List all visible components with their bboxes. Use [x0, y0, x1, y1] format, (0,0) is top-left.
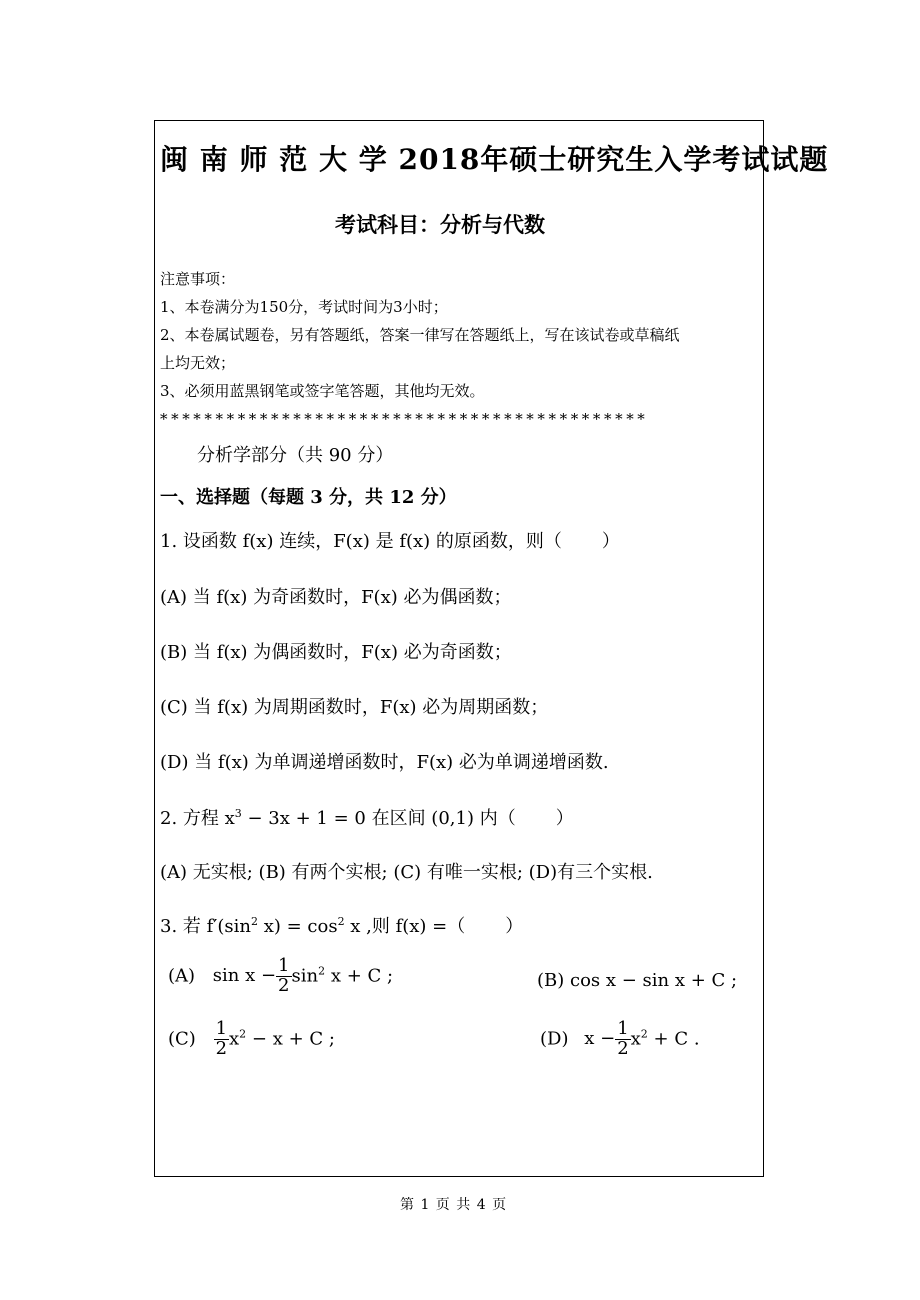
question-1-close: ）	[601, 531, 620, 552]
question-1-stem	[160, 527, 620, 553]
exam-subject: 考试科目：分析与代数	[335, 212, 545, 237]
question-3-exponent-2: 2	[337, 915, 345, 928]
question-1-option-d: (D) 当 f(x) 为单调递增函数时，F(x) 必为单调递增函数.	[160, 752, 609, 773]
option-c-expr-end: − x + C ;	[246, 1028, 335, 1050]
note-item-2-line-1: 2、本卷属试题卷，另有答题纸，答案一律写在答题纸上，写在该试卷或草稿纸	[160, 326, 680, 344]
separator-line: ********************************************	[160, 410, 649, 428]
fraction-one-half: $\frac{1}{2}$	[278, 955, 290, 996]
question-2-prefix: 2. 方程 x	[160, 808, 235, 829]
option-a-sin: sin	[291, 965, 319, 987]
note-item-2-line-2: 上均无效；	[160, 354, 236, 372]
question-1-option-c: (C) 当 f(x) 为周期函数时，F(x) 必为周期函数；	[160, 697, 549, 718]
question-3-suffix: x ,则 f(x) =（	[344, 916, 466, 937]
question-3-option-d: (D) x − $\frac{1}{2}$ $x^2 + C$ .	[540, 1018, 700, 1059]
question-3-mid: x) = cos	[257, 916, 338, 937]
question-2-close: ）	[555, 808, 574, 829]
option-a-expr-start: sin x −	[212, 965, 277, 987]
page-footer: 第 1 页 共 4 页	[400, 1197, 508, 1213]
question-3-option-c: (C) $\frac{1}{2}$ $x^2 - x + C$ ;	[168, 1018, 335, 1059]
question-2-stem	[160, 804, 574, 830]
question-1-text: 1. 设函数 f(x) 连续，F(x) 是 f(x) 的原函数，则（	[160, 531, 562, 552]
note-item-3: 3、必须用蓝黑钢笔或签字笔答题，其他均无效。	[160, 382, 485, 400]
question-2-options: (A) 无实根; (B) 有两个实根; (C) 有唯一实根; (D)有三个实根.	[160, 862, 653, 883]
section-heading: 一、选择题（每题 3 分，共 12 分）	[160, 487, 457, 508]
question-3-option-b: (B) cos x − sin x + C ;	[537, 970, 738, 991]
question-3-prefix: 3. 若 f′(sin	[160, 916, 251, 937]
notes-heading: 注意事项：	[160, 270, 236, 288]
question-1-option-a: (A) 当 f(x) 为奇函数时，F(x) 必为偶函数；	[160, 587, 512, 608]
option-c-label: (C)	[168, 1028, 196, 1050]
option-d-expr-start: x −	[584, 1028, 616, 1050]
question-3-exponent-1: 2	[250, 915, 258, 928]
question-2-exponent: 3	[234, 807, 242, 820]
option-d-expr-end: + C .	[647, 1028, 700, 1050]
option-d-label: (D)	[540, 1028, 569, 1050]
question-1-option-b: (B) 当 f(x) 为偶函数时，F(x) 必为奇函数；	[160, 642, 512, 663]
question-3-option-a: (A) sin x − $\frac{1}{2}$ $\sin^2 x + C$ ;	[168, 955, 394, 996]
option-a-expr-end: x + C ;	[325, 965, 394, 987]
note-item-1: 1、本卷满分为150分，考试时间为3小时；	[160, 298, 448, 316]
option-d-x: x	[630, 1028, 641, 1050]
question-3-close: ）	[505, 916, 524, 937]
question-2-suffix: − 3x + 1 = 0 在区间 (0,1) 内（	[241, 808, 516, 829]
question-3-stem	[160, 912, 523, 938]
option-a-label: (A)	[168, 965, 196, 987]
exam-title: 闽 南 师 范 大 学 2018年硕士研究生入学考试试题	[160, 143, 829, 176]
part-title: 分析学部分（共 90 分）	[197, 445, 394, 466]
option-c-x: x	[229, 1028, 240, 1050]
fraction-one-half: $\frac{1}{2}$	[617, 1018, 629, 1059]
fraction-one-half: $\frac{1}{2}$	[215, 1018, 228, 1059]
